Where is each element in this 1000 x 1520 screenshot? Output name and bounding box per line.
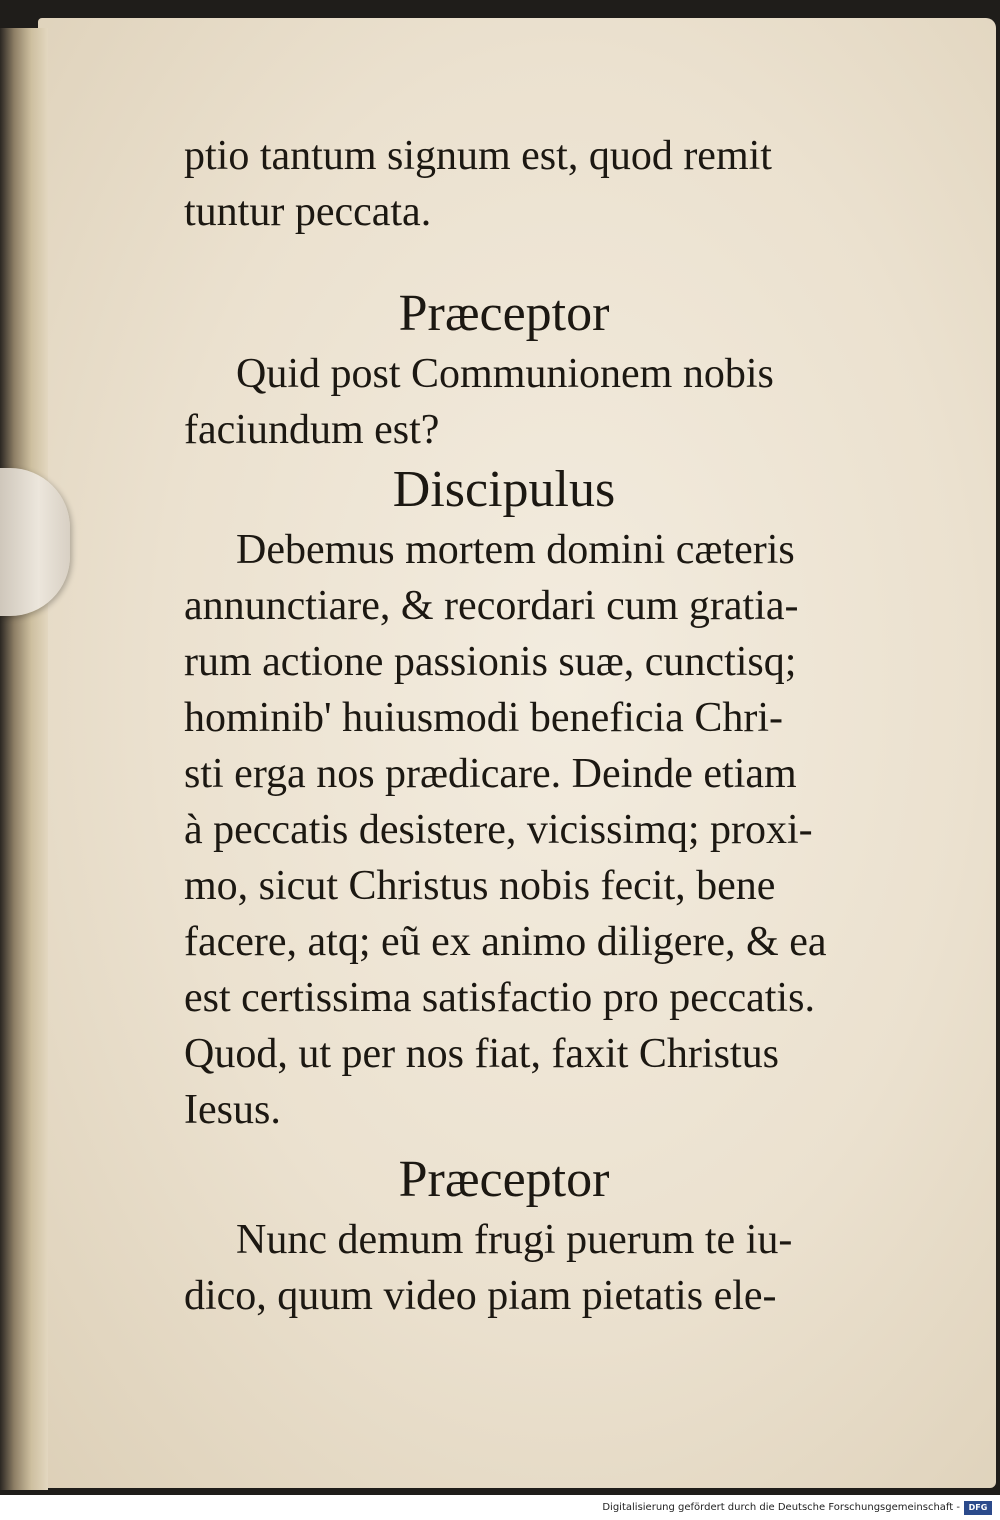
text-line: ptio tantum signum est, quod remit: [184, 133, 772, 179]
answer-line: Iesus.: [184, 1087, 281, 1133]
question-line: Quid post Communionem nobis: [236, 351, 774, 397]
final-line: dico, quum video piam pietatis ele-: [184, 1273, 777, 1319]
book-gutter: [0, 28, 48, 1490]
answer-line: facere, atq; eũ ex animo diligere, & ea: [184, 919, 827, 965]
digitization-footer: [0, 1497, 1000, 1520]
dfg-logo: DFG: [964, 1501, 992, 1515]
text-line: tuntur peccata.: [184, 189, 432, 235]
question-line: faciundum est?: [184, 407, 440, 453]
answer-line: est certissima satisfactio pro peccatis.: [184, 975, 815, 1021]
heading-discipulus: Discipulus: [392, 461, 616, 518]
answer-line: hominib' huiusmodi beneficia Chri-: [184, 695, 783, 741]
footer-credit: Digitalisierung gefördert durch die Deutsche Forschungsgemeinschaft -: [602, 1502, 960, 1513]
answer-line: annunctiare, & recordari cum gratia-: [184, 583, 799, 629]
answer-line: mo, sicut Christus nobis fecit, bene: [184, 863, 776, 909]
page-text-block: [184, 128, 984, 1324]
heading-praeceptor: Præceptor: [398, 285, 610, 342]
heading-praeceptor-2: Præceptor: [398, 1151, 610, 1208]
answer-line: Debemus mortem domini cæteris: [236, 527, 795, 573]
answer-line: rum actione passionis suæ, cunctisq;: [184, 639, 797, 685]
answer-line: à peccatis desistere, vicissimq; proxi-: [184, 807, 813, 853]
answer-line: Quod, ut per nos fiat, faxit Christus: [184, 1031, 779, 1077]
final-line: Nunc demum frugi puerum te iu-: [236, 1217, 793, 1263]
answer-line: sti erga nos prædicare. Deinde etiam: [184, 751, 797, 797]
